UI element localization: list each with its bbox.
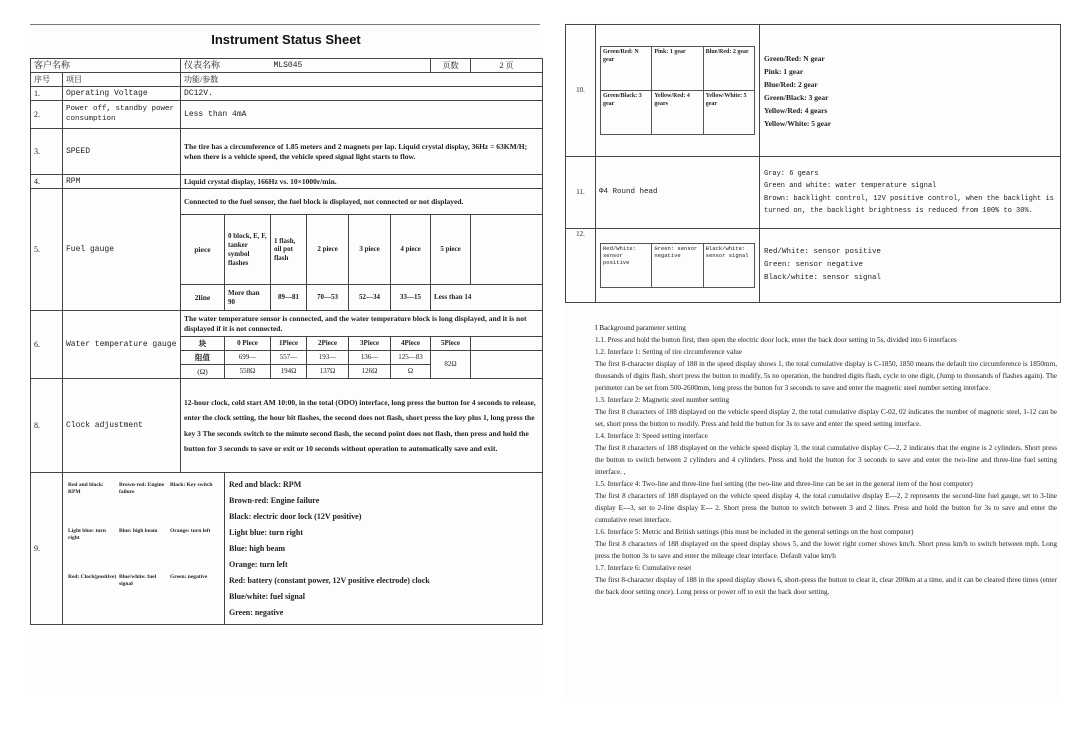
- wire12-l1: Red/White: sensor positive: [764, 248, 882, 256]
- customer-label: 客户名称: [31, 59, 181, 73]
- row-10-connector: [596, 25, 760, 157]
- note-5: The first 8 characters of 188 displayed on the vehicle speed display 2, the total cumulative display C-02, 02 indicates the number of magnetic steel, 1-12 can be set, short press the button to modify. Press and hold the button for 3s to save and enter the speed setting interface.: [595, 408, 1057, 428]
- wire9-l8: Blue/white: fuel signal: [229, 591, 306, 601]
- wire10-g1: Green/Red: N gear: [601, 47, 652, 91]
- meter-label: 仪表名称: [181, 59, 271, 73]
- row-9-no: 9.: [31, 473, 63, 625]
- fuel-h1: 1 flash, oil pot flash: [271, 215, 307, 285]
- seq-label: 序号: [31, 73, 63, 87]
- wiring-table: [565, 24, 1061, 303]
- row-6-no: 6.: [31, 311, 63, 379]
- wire12-g3: Black/white: sensor signal: [703, 244, 754, 288]
- wire10-l1: Green/Red: N gear: [764, 53, 825, 63]
- wire9-g8: Blue/white: fuel signal: [119, 573, 157, 587]
- water-b0: 558Ω: [225, 365, 271, 379]
- row-4-no: 4.: [31, 175, 63, 189]
- water-h3: 3Piece: [349, 337, 391, 351]
- water-block-label: 块: [181, 337, 225, 351]
- water-h2: 2Piece: [307, 337, 349, 351]
- row-12-legend: [760, 229, 1061, 303]
- row-5-no: 5.: [31, 189, 63, 311]
- wire9-g9: Green: negative: [170, 573, 208, 580]
- status-table: [30, 58, 543, 625]
- water-h5: 5Piece: [431, 337, 471, 351]
- item-label: 项目: [63, 73, 181, 87]
- row-4-item: RPM: [63, 175, 181, 189]
- row-3-no: 3.: [31, 129, 63, 175]
- sheet-title: Instrument Status Sheet: [211, 32, 361, 47]
- func-label: 功能/参数: [181, 73, 543, 87]
- fuel-h4: 4 piece: [391, 215, 431, 285]
- pages-label: 页数: [431, 59, 471, 73]
- row-1-no: 1.: [31, 87, 63, 101]
- wire9-g1: Red and black: RPM: [68, 481, 104, 495]
- wire10-g4: Green/Black: 3 gear: [601, 91, 652, 135]
- water-v5: 82Ω: [431, 351, 471, 379]
- row-11-no: 11.: [566, 157, 596, 229]
- row-10-no: 10.: [566, 25, 596, 157]
- note-13: The first 8-character display of 188 in the speed display shows 6, short-press the button to clear it, clear 200km at a time, and it can be cleared three times (enter the back door setting once). Long press or power off to exit the back door setting.: [595, 576, 1057, 596]
- wire10-l4: Green/Black: 3 gear: [764, 92, 829, 102]
- note-11: The first 8 characters of 188 displayed on the speed display shows 5, and the lower right corner shows km/h. Short press km/h to switch between mph. Long press the button 3s to save and enter the mileage clear interface. Default value km/h: [595, 540, 1057, 560]
- fuel-v1: 89—81: [271, 285, 307, 311]
- water-b1: 194Ω: [271, 365, 307, 379]
- pages-value: 2 页: [471, 59, 543, 73]
- water-res-label: 阻值: [181, 351, 225, 365]
- water-ohm-label: (Ω): [181, 365, 225, 379]
- wire9-l9: Green: negative: [229, 607, 284, 617]
- water-a3: 136—: [349, 351, 391, 365]
- right-sheet: [565, 22, 1060, 702]
- note-0: I Background parameter setting: [595, 324, 686, 332]
- background-settings-notes: [595, 322, 1057, 598]
- fuel-v0: More than 90: [225, 285, 271, 311]
- water-intro: The water temperature sensor is connected, and the water temperature block is long displayed, and it is not displayed if it is not connected.: [181, 311, 543, 337]
- wire10-l3: Blue/Red: 2 gear: [764, 79, 818, 89]
- row-1-param: DC12V.: [181, 87, 543, 101]
- wire10-g6: Yellow/White: 5 gear: [703, 91, 754, 135]
- water-b4: Ω: [391, 365, 431, 379]
- fuel-v2: 70—53: [307, 285, 349, 311]
- wire10-g2: Pink: 1 gear: [652, 47, 703, 91]
- water-a1: 557—: [271, 351, 307, 365]
- row-6-item: Water temperature gauge: [63, 311, 181, 379]
- row-2-item: Power off, standby power consumption: [63, 101, 181, 129]
- wire10-g3: Blue/Red: 2 gear: [703, 47, 754, 91]
- row-4-param: Liquid crystal display, 166Hz vs. 10×1000r/min.: [181, 175, 543, 189]
- wire9-l7: Red: battery (constant power, 12V positive electrode) clock: [229, 575, 430, 585]
- row-9-legend: [225, 473, 543, 625]
- row-5-item: Fuel gauge: [63, 189, 181, 311]
- wire9-l1: Red and black: RPM: [229, 479, 302, 489]
- wire11-l3: Brown: backlight control, 12V positive control, when the backlight is turned on, the backlight brightness is reduced from 100% to 30%.: [764, 194, 1054, 215]
- water-b2: 137Ω: [307, 365, 349, 379]
- row-11-legend: [760, 157, 1061, 229]
- note-10: 1.6. Interface 5: Metric and British settings (this must be included in the general settings on the host computer): [595, 528, 914, 536]
- fuel-h0: 0 block, E, F, tanker symbol flashes: [225, 215, 271, 285]
- wire9-g4: Light blue: turn right: [68, 527, 106, 541]
- wire12-l3: Black/white: sensor signal: [764, 274, 882, 282]
- wire9-g7: Red: Clock(positive): [68, 573, 117, 580]
- wire9-g5: Blue: high beam: [119, 527, 158, 534]
- wire9-l6: Orange: turn left: [229, 559, 288, 569]
- note-1: 1.1. Press and hold the button first, then open the electric door lock, enter the back door setting in 5s, divided into 6 interfaces: [595, 336, 957, 344]
- wire12-g1: Red/White: sensor positive: [601, 244, 652, 288]
- water-a4: 125—83: [391, 351, 431, 365]
- row-3-item: SPEED: [63, 129, 181, 175]
- wire9-g3: Black: Key switch: [170, 481, 213, 488]
- wire12-g2: Green: sensor negative: [652, 244, 703, 288]
- wire10-l5: Yellow/Red: 4 gears: [764, 105, 828, 115]
- row-8-item: Clock adjustment: [63, 379, 181, 473]
- left-sheet: [30, 24, 542, 694]
- water-h1: 1Piece: [271, 337, 307, 351]
- fuel-line-label: 2line: [181, 285, 225, 311]
- wire9-g6: Orange: turn left: [170, 527, 211, 534]
- row-2-param: Less than 4mA: [181, 101, 543, 129]
- water-h0: 0 Piece: [225, 337, 271, 351]
- fuel-v3: 52—34: [349, 285, 391, 311]
- row-8-no: 8.: [31, 379, 63, 473]
- row-2-no: 2.: [31, 101, 63, 129]
- meter-value: MLS045: [271, 59, 431, 73]
- wire9-g2: Brown-red: Engine failure: [119, 481, 165, 495]
- wire10-g5: Yellow/Red: 4 gears: [652, 91, 703, 135]
- note-6: 1.4. Interface 3: Speed setting interface: [595, 432, 708, 440]
- fuel-v4: 33—15: [391, 285, 431, 311]
- note-7: The first 8 characters of 188 displayed on the vehicle speed display 3, the total cumulative display C---2, 2 indicates that the engine is 2 cylinders. Short press the button to switch between 2 cylinders and 4 cylinders. Press and hold the button for 3 seconds to save and enter the two-line and three-line fuel setting interface. ,: [595, 444, 1057, 476]
- row-10-legend: [760, 25, 1061, 157]
- row-12-no: 12.: [566, 229, 596, 303]
- note-12: 1.7. Interface 6: Cumulative reset: [595, 564, 692, 572]
- note-9: The first 8 characters of 188 displayed on the vehicle speed display 4, the total cumulative display E---2, 2 represents the second-line fuel gauge, set to 3-line display E---3, set to 2-line display E--- 2. Short press the button to switch between 3 and 2 lines. Press and hold the button for 3s to save and enter the cumulative reset interface.: [595, 492, 1057, 524]
- wire10-l2: Pink: 1 gear: [764, 66, 804, 76]
- row-8-param: 12-hour clock, cold start AM 10:00, in the total (ODO) interface, long press the button for 4 seconds to release, enter the clock setting, the hour bit flashes, the second does not flash, short press the key plus 1, long press the key 3 The seconds switch to the minute second flash, the second point does not flash, then press and hold the button for 3 seconds to save or exit or 10 seconds without operation to automatically save and exit.: [181, 379, 543, 473]
- wire9-l5: Blue: high beam: [229, 543, 286, 553]
- wire10-l6: Yellow/White: 5 gear: [764, 118, 832, 128]
- note-3: The first 8-character display of 188 in the speed display shows 1, the total cumulative display is C-1850, 1850 means the default tire circumference is 1850mm, thousands of digits flash, short press the button to modify, 5s no operation, the hundred digits flash, cycle to one digit, (Jump to thousands of flashes again). The perimeter can be set from 500-2600mm, long press the button for 3 seconds to save and enter the magnetic steel number setting interface.: [595, 360, 1057, 392]
- note-8: 1.5. Interface 4: Two-line and three-line fuel setting (the two-line and three-line can be set in the general item of the host computer): [595, 480, 973, 488]
- wire11-l2: Green and white: water temperature signal: [764, 182, 937, 190]
- note-2: 1.2. Interface 1: Setting of tire circumference value: [595, 348, 743, 356]
- wire9-l3: Black: electric door lock (12V positive): [229, 511, 362, 521]
- water-a0: 699—: [225, 351, 271, 365]
- water-b3: 126Ω: [349, 365, 391, 379]
- row-12-connector: [596, 229, 760, 303]
- water-h4: 4Piece: [391, 337, 431, 351]
- wire12-l2: Green: sensor negative: [764, 261, 864, 269]
- wire11-l1: Gray: 6 gears: [764, 169, 819, 178]
- row-1-item: Operating Voltage: [63, 87, 181, 101]
- wire9-l4: Light blue: turn right: [229, 527, 304, 537]
- wire9-l2: Brown-red: Engine failure: [229, 495, 320, 505]
- row-11-item: Φ4 Round head: [596, 157, 760, 229]
- row-3-param: The tire has a circumference of 1.85 meters and 2 magnets per lap. Liquid crystal display, 36Hz = 63KM/H; when there is a vehicle speed, the vehicle speed signal light starts to flow.: [181, 129, 543, 175]
- fuel-h3: 3 piece: [349, 215, 391, 285]
- fuel-h5: 5 piece: [431, 215, 471, 285]
- top-rule: [30, 24, 540, 25]
- row-9-connector: [63, 473, 225, 625]
- water-a2: 193—: [307, 351, 349, 365]
- fuel-h2: 2 piece: [307, 215, 349, 285]
- fuel-piece-label: piece: [181, 215, 225, 285]
- fuel-v5: Less than 14: [431, 285, 543, 311]
- fuel-intro: Connected to the fuel sensor, the fuel block is displayed, not connected or not displayed.: [181, 189, 543, 215]
- note-4: 1.3. Interface 2: Magnetic steel number setting: [595, 396, 730, 404]
